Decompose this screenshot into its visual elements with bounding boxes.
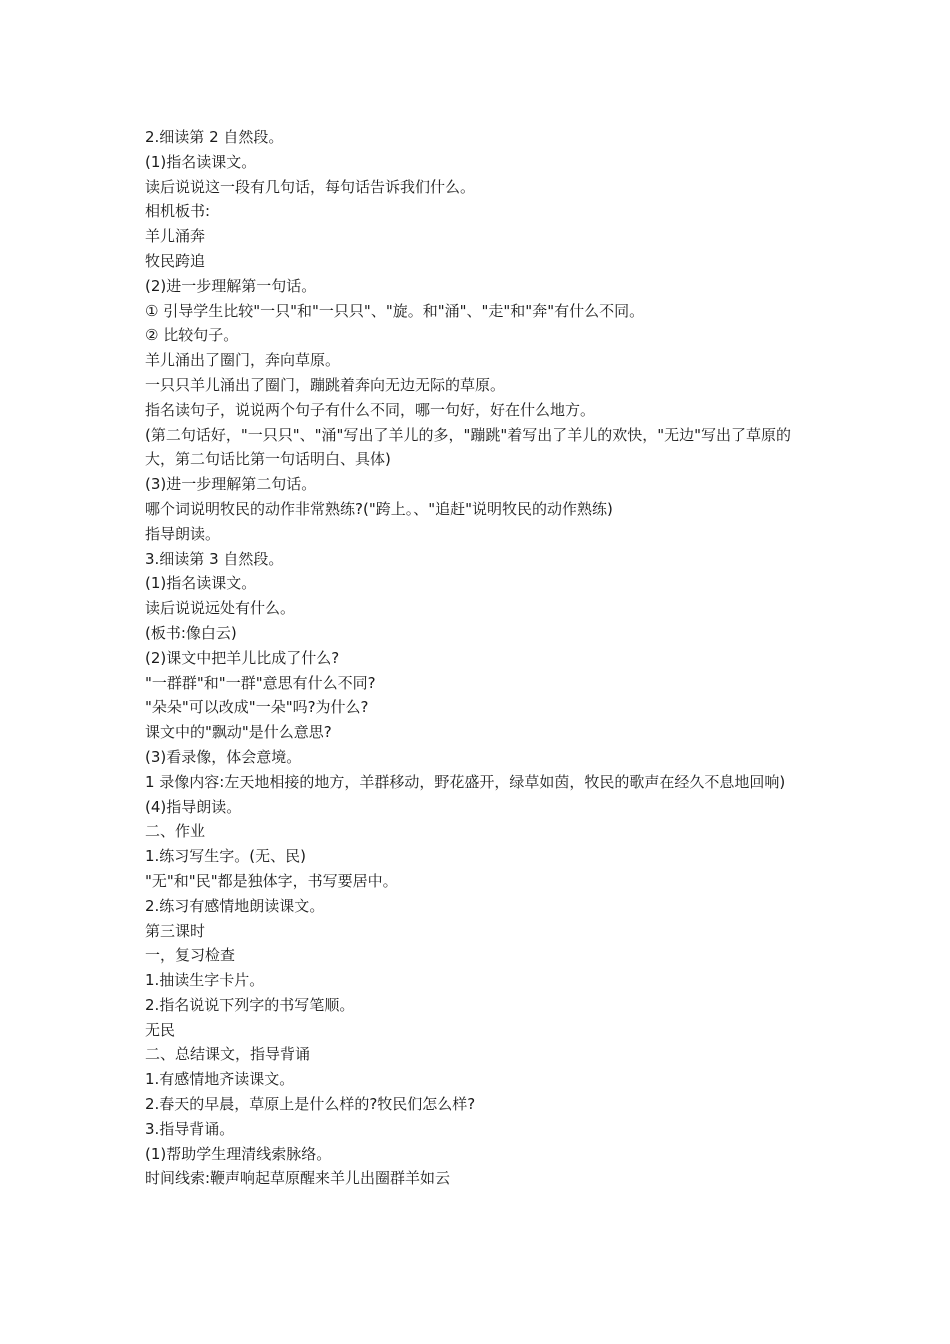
text-line: 2.练习有感情地朗读课文。: [145, 896, 325, 915]
text-line: 一只只羊儿涌出了圈门，蹦跳着奔向无边无际的草原。: [145, 375, 506, 394]
text-line: (板书:像白云): [145, 623, 237, 642]
text-line: 第三课时: [145, 921, 206, 940]
text-line: 时间线索:鞭声响起草原醒来羊儿出圈群羊如云: [145, 1169, 451, 1188]
text-line: 二、作业: [145, 822, 206, 841]
text-line: 3.指导背诵。: [145, 1119, 235, 1138]
text-line: ② 比较句子。: [145, 326, 239, 345]
text-line: (2)课文中把羊儿比成了什么?: [145, 648, 340, 667]
text-line: 羊儿涌出了圈门，奔向草原。: [145, 351, 341, 370]
text-line: 二、总结课文，指导背诵: [145, 1045, 311, 1064]
text-line: (4)指导朗读。: [145, 797, 242, 816]
text-line: ① 引导学生比较"一只"和"一只只"、"旋。和"涌"、"走"和"奔"有什么不同。: [145, 301, 645, 320]
text-line: 2.细读第 2 自然段。: [145, 128, 284, 146]
text-line: (2)进一步理解第一句话。: [145, 276, 317, 295]
text-line: 2.春天的早晨，草原上是什么样的?牧民们怎么样?: [145, 1095, 476, 1114]
text-line: "无"和"民"都是独体字，书写要居中。: [145, 871, 398, 890]
text-line: 3.细读第 3 自然段。: [145, 549, 284, 568]
text-line: 牧民跨追: [145, 251, 206, 270]
text-line: "一群群"和"一群"意思有什么不同?: [145, 673, 376, 692]
text-line: 1.有感情地齐读课文。: [145, 1070, 295, 1089]
text-line: 1.抽读生字卡片。: [145, 971, 265, 990]
text-line: 羊儿涌奔: [145, 227, 206, 246]
text-line: 读后说说这一段有几句话，每句话告诉我们什么。: [145, 177, 476, 196]
text-line: 2.指名说说下列字的书写笔顺。: [145, 995, 355, 1014]
text-line: 一，复习检查: [145, 946, 236, 965]
text-line: 哪个词说明牧民的动作非常熟练?("跨上。、"追赶"说明牧民的动作熟练): [145, 499, 613, 518]
text-line: 指名读句子，说说两个句子有什么不同，哪一句好，好在什么地方。: [145, 400, 596, 419]
text-line: (第二句话好，"一只只"、"涌"写出了羊儿的多，"蹦跳"着写出了羊儿的欢快，"无边"写出了草原的大，第二句话比第一句话明白、具体): [145, 425, 792, 469]
text-line: 读后说说远处有什么。: [145, 599, 296, 618]
text-line: 指导朗读。: [145, 524, 221, 543]
text-line: (1)帮助学生理清线索脉络。: [145, 1144, 332, 1163]
text-line: 相机板书:: [145, 202, 211, 221]
text-line: (1)指名读课文。: [145, 152, 257, 171]
text-line: 1 录像内容:左天地相接的地方，羊群移动，野花盛开，绿草如茵，牧民的歌声在经久不息地回响): [145, 772, 786, 791]
text-line: (3)看录像，体会意境。: [145, 747, 302, 766]
text-line: "朵朵"可以改成"一朵"吗?为什么?: [145, 698, 369, 717]
document-body: [145, 125, 815, 1191]
text-line: 1.练习写生字。(无、民): [145, 847, 307, 866]
text-line: (1)指名读课文。: [145, 574, 257, 593]
text-line: 课文中的"飘动"是什么意思?: [145, 723, 332, 742]
text-line: 无民: [145, 1020, 176, 1039]
text-line: (3)进一步理解第二句话。: [145, 475, 317, 494]
